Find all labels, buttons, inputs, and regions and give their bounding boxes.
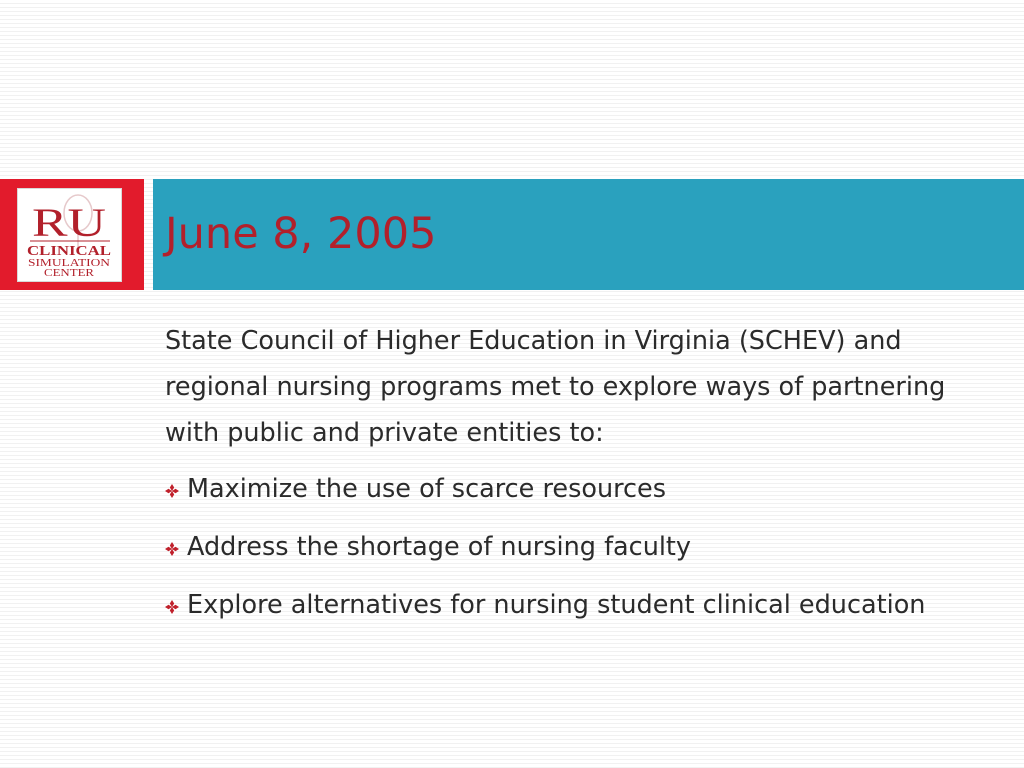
four-diamond-icon: [165, 582, 187, 628]
title-bar: [153, 179, 1024, 290]
clinical-simulation-center-logo: [17, 188, 122, 282]
logo-panel: [0, 179, 144, 290]
bullet-list: [165, 466, 965, 628]
slide-title: June 8, 2005: [165, 209, 437, 259]
intro-paragraph: State Council of Higher Education in Virginia (SCHEV) and regional nursing programs met to explore ways of partnering with public and private entities to:: [165, 326, 946, 448]
bullet-item: [165, 466, 965, 512]
logo-line-simulation: SIMULATION: [28, 258, 110, 269]
logo-graphic: [18, 189, 121, 281]
four-diamond-icon: [165, 524, 187, 570]
bullet-text: Maximize the use of scarce resources: [187, 474, 667, 504]
bullet-text: Explore alternatives for nursing student clinical education: [187, 590, 926, 620]
bullet-text: Address the shortage of nursing faculty: [187, 532, 692, 562]
bullet-item: [165, 582, 965, 628]
four-diamond-icon: [165, 466, 187, 512]
logo-line-center: CENTER: [44, 268, 95, 279]
logo-line-clinical: CLINICAL: [27, 244, 111, 259]
slide-body: [165, 318, 965, 640]
logo-letters: RU: [32, 200, 107, 245]
bullet-item: [165, 524, 965, 570]
